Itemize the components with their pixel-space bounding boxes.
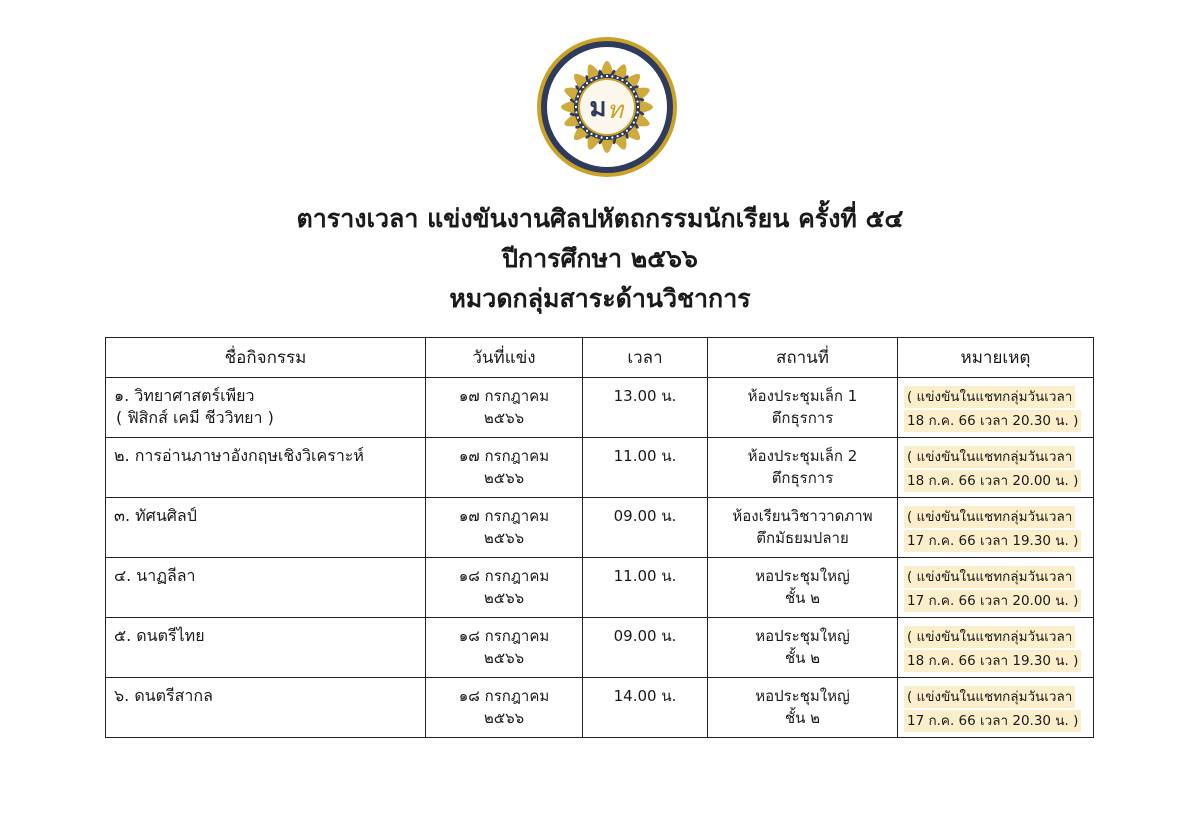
column-header-activity: ชื่อกิจกรรม: [106, 338, 426, 378]
remark-cell: [898, 438, 1094, 498]
logo-monogram-gold: ท: [607, 96, 623, 124]
logo-bead: [635, 117, 637, 119]
logo-bead: [611, 136, 613, 138]
logo-bead: [626, 130, 628, 132]
column-header-venue: สถานที่: [708, 338, 898, 378]
date-year: ๒๕๖๖: [483, 469, 525, 487]
venue-room: หอประชุมใหญ่: [755, 627, 850, 645]
logo-bead: [630, 126, 632, 128]
time-cell: [583, 678, 708, 738]
date-day-month: ๑๘ กรกฎาคม: [458, 567, 550, 585]
table-row: [106, 378, 1094, 438]
venue-cell: [708, 378, 898, 438]
activity-name: ๖. ดนตรีสากล: [114, 686, 213, 705]
logo-bead: [577, 117, 579, 119]
remark-line: ( แข่งขันในแชทกลุ่มวันเวลา: [904, 446, 1075, 468]
time-cell: [583, 558, 708, 618]
date-cell: [426, 378, 583, 438]
logo-bead: [575, 106, 577, 108]
logo-bead: [595, 77, 597, 79]
table-row: [106, 618, 1094, 678]
venue-building: ตึกธุรการ: [771, 469, 834, 487]
remark-line: ( แข่งขันในแชทกลุ่มวันเวลา: [904, 566, 1075, 588]
venue-building: ชั้น ๒: [784, 589, 821, 607]
schedule-table: [105, 337, 1094, 738]
logo-bead: [575, 111, 577, 113]
remark-cell: [898, 498, 1094, 558]
venue-cell: [708, 678, 898, 738]
date-day-month: ๑๗ กรกฎาคม: [458, 507, 550, 525]
logo-bead: [621, 133, 623, 135]
date-cell: [426, 618, 583, 678]
venue-room: ห้องเรียนวิชาวาดภาพ: [732, 507, 873, 525]
remark-line: ( แข่งขันในแชทกลุ่มวันเวลา: [904, 386, 1075, 408]
date-year: ๒๕๖๖: [483, 649, 525, 667]
date-cell: [426, 438, 583, 498]
logo-bead: [633, 90, 635, 92]
logo-bead: [601, 136, 603, 138]
venue-room: หอประชุมใหญ่: [755, 687, 850, 705]
remark-datetime: 17 ก.ค. 66 เวลา 19.30 น. ): [904, 530, 1081, 552]
activity-cell: [106, 558, 426, 618]
venue-room: ห้องประชุมเล็ก 2: [747, 447, 858, 465]
logo-bead: [633, 121, 635, 123]
date-year: ๒๕๖๖: [483, 409, 525, 427]
venue-room: ห้องประชุมเล็ก 1: [747, 387, 858, 405]
venue-room: หอประชุมใหญ่: [755, 567, 850, 585]
venue-building: ตึกธุรการ: [771, 409, 834, 427]
category-title: หมวดกลุ่มสาระด้านวิชาการ: [449, 284, 751, 313]
table-header-row: [106, 338, 1094, 378]
activity-cell: [106, 498, 426, 558]
activity-name: ๑. วิทยาศาสตร์เพียว: [114, 386, 255, 405]
time-value: 11.00 น.: [613, 567, 677, 585]
date-cell: [426, 558, 583, 618]
remark-line: ( แข่งขันในแชทกลุ่มวันเวลา: [904, 686, 1075, 708]
time-value: 11.00 น.: [613, 447, 677, 465]
logo-bead: [626, 82, 628, 84]
column-header-remark: หมายเหตุ: [898, 338, 1094, 378]
logo-bead: [601, 75, 603, 77]
column-header-time: เวลา: [583, 338, 708, 378]
logo-bead: [586, 82, 588, 84]
date-day-month: ๑๗ กรกฎาคม: [458, 447, 550, 465]
date-day-month: ๑๗ กรกฎาคม: [458, 387, 550, 405]
venue-cell: [708, 438, 898, 498]
logo-bead: [582, 86, 584, 88]
remark-cell: [898, 558, 1094, 618]
time-cell: [583, 498, 708, 558]
remark-cell: [898, 618, 1094, 678]
table-row: [106, 558, 1094, 618]
time-value: 09.00 น.: [613, 507, 677, 525]
activity-cell: [106, 678, 426, 738]
logo-bead: [637, 106, 639, 108]
logo-monogram-navy: ม: [589, 93, 607, 123]
activity-cell: [106, 378, 426, 438]
activity-name: ๓. ทัศนศิลป์: [114, 506, 197, 525]
logo-bead: [586, 130, 588, 132]
logo-bead: [636, 101, 638, 103]
activity-name: ๒. การอ่านภาษาอังกฤษเชิงวิเคราะห์: [114, 446, 364, 465]
academic-year: ปีการศึกษา ๒๕๖๖: [502, 244, 698, 273]
time-value: 13.00 น.: [613, 387, 677, 405]
activity-cell: [106, 618, 426, 678]
venue-cell: [708, 498, 898, 558]
remark-cell: [898, 378, 1094, 438]
time-cell: [583, 438, 708, 498]
activity-name: ๔. นาฏลีลา: [114, 566, 196, 585]
logo-bead: [611, 75, 613, 77]
logo-bead: [582, 126, 584, 128]
logo-bead: [590, 79, 592, 81]
logo-bead: [579, 121, 581, 123]
table-row: [106, 678, 1094, 738]
date-cell: [426, 678, 583, 738]
date-day-month: ๑๘ กรกฎาคม: [458, 627, 550, 645]
logo-bead: [577, 95, 579, 97]
venue-building: ชั้น ๒: [784, 709, 821, 727]
date-cell: [426, 498, 583, 558]
logo-bead: [606, 75, 608, 77]
school-logo: [536, 36, 678, 178]
table-row: [106, 438, 1094, 498]
logo-bead: [575, 101, 577, 103]
date-day-month: ๑๘ กรกฎาคม: [458, 687, 550, 705]
logo-bead: [595, 135, 597, 137]
logo-bead: [636, 111, 638, 113]
venue-cell: [708, 618, 898, 678]
activity-cell: [106, 438, 426, 498]
logo-bead: [630, 86, 632, 88]
date-year: ๒๕๖๖: [483, 529, 525, 547]
logo-bead: [621, 79, 623, 81]
date-year: ๒๕๖๖: [483, 589, 525, 607]
page-title: ตารางเวลา แข่งขันงานศิลปหัตถกรรมนักเรียน ครั้งที่ ๕๔: [296, 204, 904, 233]
time-value: 09.00 น.: [613, 627, 677, 645]
time-cell: [583, 378, 708, 438]
venue-building: ชั้น ๒: [784, 649, 821, 667]
time-value: 14.00 น.: [613, 687, 677, 705]
remark-cell: [898, 678, 1094, 738]
time-cell: [583, 618, 708, 678]
table-row: [106, 498, 1094, 558]
remark-datetime: 18 ก.ค. 66 เวลา 20.30 น. ): [904, 410, 1081, 432]
remark-datetime: 17 ก.ค. 66 เวลา 20.00 น. ): [904, 590, 1081, 612]
date-year: ๒๕๖๖: [483, 709, 525, 727]
remark-line: ( แข่งขันในแชทกลุ่มวันเวลา: [904, 506, 1075, 528]
activity-subjects: ( ฟิสิกส์ เคมี ชีววิทยา ): [116, 408, 274, 427]
remark-datetime: 18 ก.ค. 66 เวลา 20.00 น. ): [904, 470, 1081, 492]
remark-datetime: 17 ก.ค. 66 เวลา 20.30 น. ): [904, 710, 1081, 732]
column-header-date: วันที่แข่ง: [426, 338, 583, 378]
logo-bead: [635, 95, 637, 97]
logo-bead: [590, 133, 592, 135]
logo-bead: [606, 137, 608, 139]
remark-line: ( แข่งขันในแชทกลุ่มวันเวลา: [904, 626, 1075, 648]
logo-bead: [579, 90, 581, 92]
logo-bead: [617, 77, 619, 79]
logo-bead: [617, 135, 619, 137]
remark-datetime: 18 ก.ค. 66 เวลา 19.30 น. ): [904, 650, 1081, 672]
venue-building: ตึกมัธยมปลาย: [756, 529, 849, 547]
activity-name: ๕. ดนตรีไทย: [114, 626, 205, 645]
venue-cell: [708, 558, 898, 618]
